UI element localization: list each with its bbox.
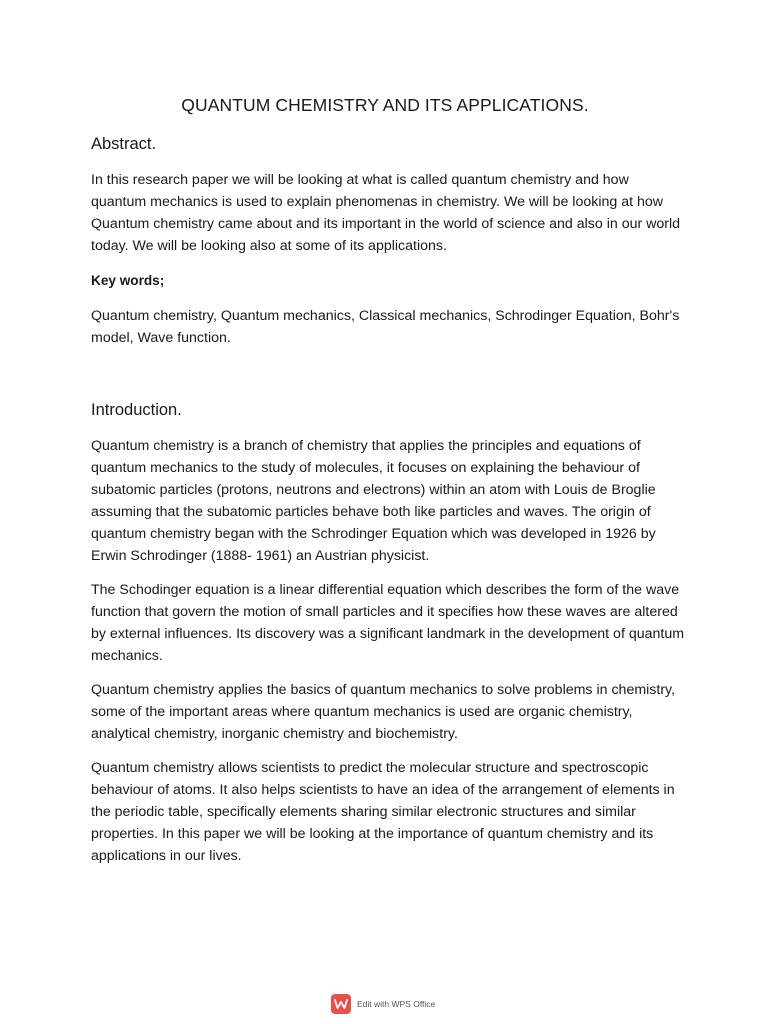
introduction-paragraph: Quantum chemistry is a branch of chemistry that applies the principles and equations of quantum mechanics to the study of molecules, it focuses on explaining the behaviour of subatomic particles (protons, neutrons and electrons) within an atom with Louis de Broglie assuming that the subatomic particles behave both like particles and waves. The origin of quantum chemistry began with the Schrodinger Equation which was developed in 1926 by Erwin Schrodinger (1888- 1961) an Austrian physicist. [91, 438, 656, 564]
document-title: QUANTUM CHEMISTRY AND ITS APPLICATIONS. [181, 95, 589, 115]
introduction-paragraph: The Schodinger equation is a linear differential equation which describes the form of the wave function that govern the motion of small particles and it specifies how these waves are altered by external influences. Its discovery was a significant landmark in the development of quantum mechanics. [91, 582, 685, 664]
abstract-text: In this research paper we will be looking at what is called quantum chemistry and how quantum mechanics is used to explain phenomenas in chemistry. We will be looking at how Quantum chemistry came about and its important in the world of science and also in our world today. We will be looking also at some of its applications. [91, 172, 681, 254]
introduction-paragraph: Quantum chemistry applies the basics of quantum mechanics to solve problems in chemistry, some of the important areas where quantum mechanics is used are organic chemistry, analytical chemistry, inorganic chemistry and biochemistry. [91, 682, 676, 742]
keywords-label: Key words; [91, 273, 165, 288]
wps-edit-label: Edit with WPS Office [357, 999, 436, 1009]
document-body [91, 92, 687, 867]
wps-office-icon [331, 994, 351, 1014]
keywords-text: Quantum chemistry, Quantum mechanics, Classical mechanics, Schrodinger Equation, Bohr's model, Wave function. [91, 308, 680, 346]
introduction-paragraph: Quantum chemistry allows scientists to predict the molecular structure and spectroscopic behaviour of atoms. It also helps scientists to have an idea of the arrangement of elements in the periodic table, specifically elements sharing similar electronic structures and similar properties. In this paper we will be looking at the importance of quantum chemistry and its applications in our lives. [91, 760, 675, 864]
abstract-heading: Abstract. [91, 135, 157, 153]
introduction-heading: Introduction. [91, 401, 182, 419]
wps-edit-banner[interactable] [331, 993, 435, 1015]
